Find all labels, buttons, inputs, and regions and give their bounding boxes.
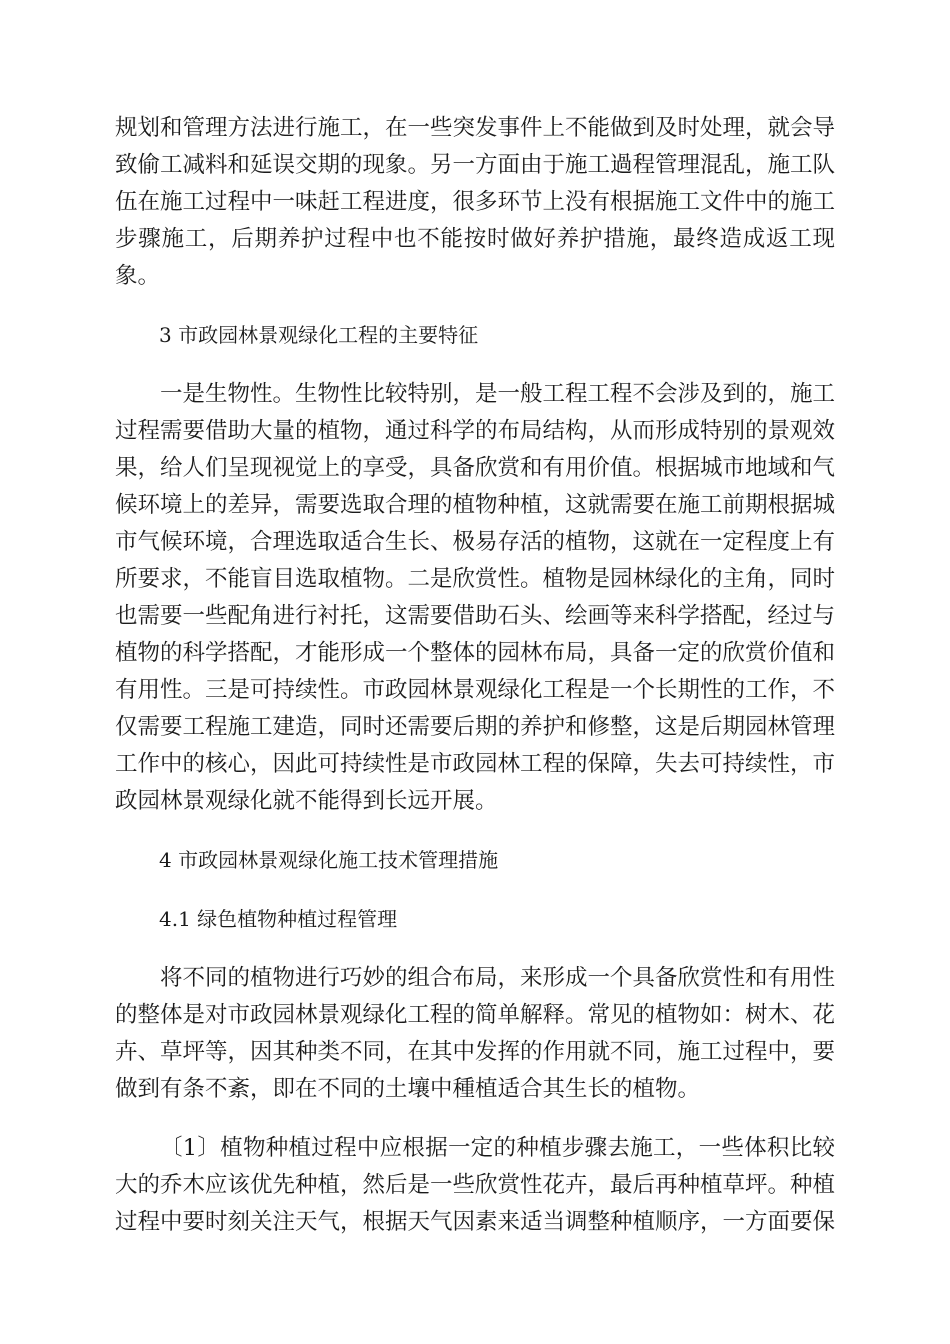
paragraph-characteristics: 一是生物性。生物性比较特别，是一般工程工程不会涉及到的，施工过程需要借助大量的植物，通过科学的布局结构，从而形成特别的景观效果，给人们呈现视觉上的享受，具备欣赏和有用价值。根据城市地域和气候环境上的差异，需要选取合理的植物种植，这就需要在施工前期根据城市气候环境，合理选取适合生长、极易存活的植物，这就在一定程度上有所要求，不能盲目选取植物。二是欣赏性。植物是园林绿化的主角，同时也需要一些配角进行衬托，这需要借助石头、绘画等来科学搭配，经过与植物的科学搭配，才能形成一个整体的园林布局，具备一定的欣赏价值和有用性。三是可持续性。市政园林景观绿化工程是一个长期性的工作，不仅需要工程施工建造，同时还需要后期的养护和修整，这是后期园林管理工作中的核心，因此可持续性是市政园林工程的保障，失去可持续性，市政园林景观绿化就不能得到长远开展。 (115, 381, 836, 814)
section-heading-4: 4 市政园林景观绿化施工技术管理措施 (159, 848, 499, 872)
paragraph-planting-management: 将不同的植物进行巧妙的组合布局，来形成一个具备欣赏性和有用性的整体是对市政园林景观绿化工程的简单解释。常见的植物如：树木、花卉、草坪等，因其种类不同，在其中发挥的作用就不同，施工过程中，要做到有条不紊，即在不同的土壤中種植适合其生长的植物。 (115, 965, 836, 1102)
paragraph-continuation: 规划和管理方法进行施工，在一些突发事件上不能做到及时处理，就会导致偷工减料和延误交期的现象。另一方面由于施工過程管理混乱，施工队伍在施工过程中一味赶工程进度，很多环节上没有根据施工文件中的施工步骤施工，后期养护过程中也不能按时做好养护措施，最终造成返工现象。 (115, 115, 836, 289)
paragraph-planting-step-1: 〔1〕植物种植过程中应根据一定的种植步骤去施工，一些体积比较大的乔木应该优先种植，然后是一些欣赏性花卉，最后再种植草坪。种植过程中要时刻关注天气，根据天气因素来适当调整种植顺序，一方面要保 (115, 1135, 836, 1235)
subsection-heading-4-1: 4.1 绿色植物种植过程管理 (159, 907, 398, 931)
section-heading-3: 3 市政园林景观绿化工程的主要特征 (159, 323, 479, 347)
document-page (115, 110, 835, 1241)
